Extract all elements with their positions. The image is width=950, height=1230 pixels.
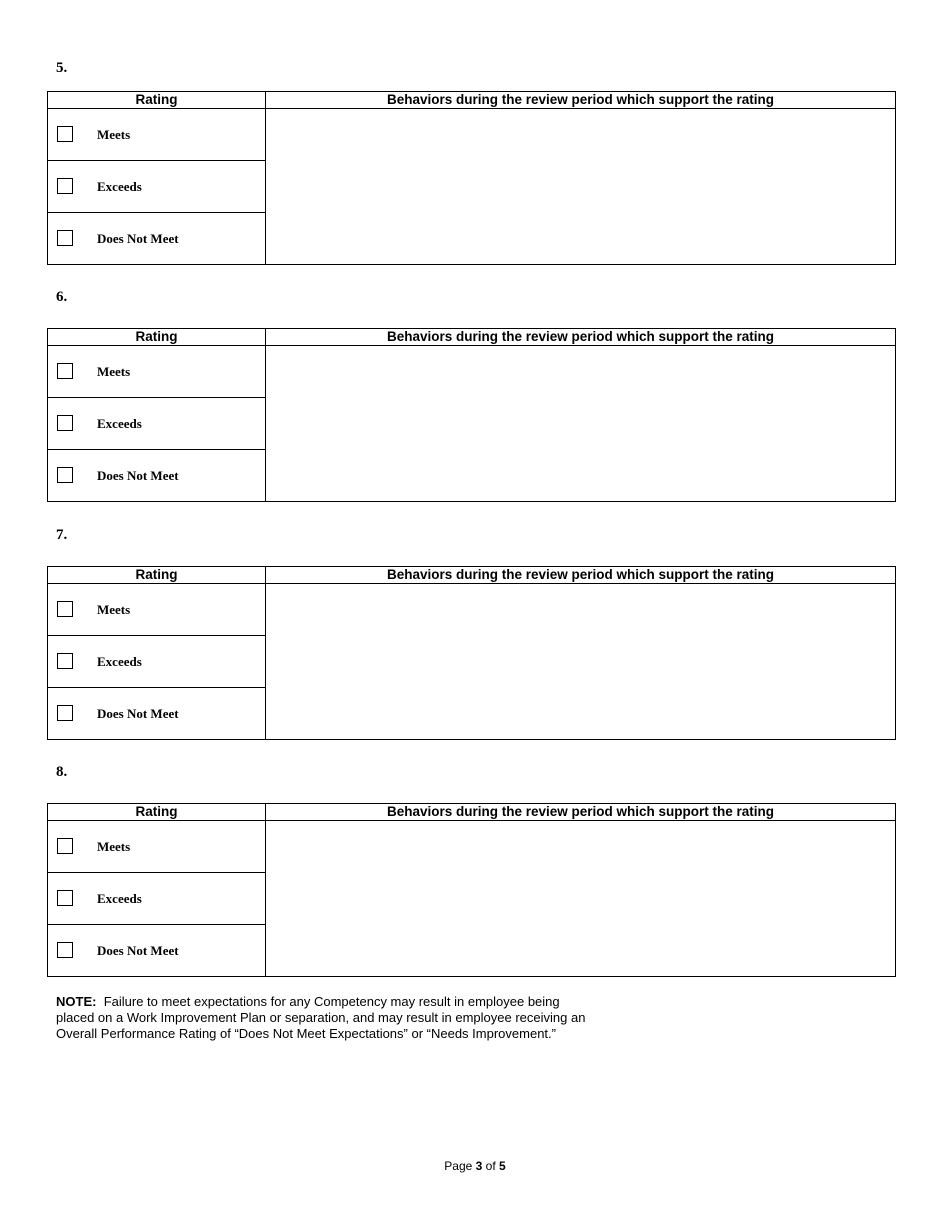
meets-label: Meets: [97, 838, 131, 854]
rating-header: Rating: [48, 567, 266, 584]
rating-option-meets: [48, 821, 266, 873]
rating-table: [47, 803, 896, 977]
meets-checkbox[interactable]: [57, 601, 73, 617]
behaviors-header: Behaviors during the review period which support the rating: [266, 92, 896, 109]
exceeds-checkbox[interactable]: [57, 653, 73, 669]
section-number: 8.: [56, 764, 68, 780]
section-number: 5.: [56, 60, 68, 76]
behaviors-header: Behaviors during the review period which support the rating: [266, 329, 896, 346]
exceeds-checkbox[interactable]: [57, 890, 73, 906]
section-number: 6.: [56, 289, 68, 305]
does-not-meet-label: Does Not Meet: [97, 230, 179, 246]
rating-option-does-not-meet: [48, 688, 266, 740]
behaviors-text-area[interactable]: [266, 346, 896, 502]
page-footer: [0, 1159, 950, 1173]
does-not-meet-checkbox[interactable]: [57, 942, 73, 958]
exceeds-checkbox[interactable]: [57, 415, 73, 431]
does-not-meet-label: Does Not Meet: [97, 705, 179, 721]
note-paragraph: [56, 994, 596, 1042]
does-not-meet-label: Does Not Meet: [97, 942, 179, 958]
behaviors-text-area[interactable]: [266, 109, 896, 265]
meets-label: Meets: [97, 363, 131, 379]
rating-header: Rating: [48, 92, 266, 109]
exceeds-checkbox[interactable]: [57, 178, 73, 194]
page-total: 5: [499, 1159, 506, 1173]
rating-option-does-not-meet: [48, 213, 266, 265]
meets-checkbox[interactable]: [57, 126, 73, 142]
meets-checkbox[interactable]: [57, 363, 73, 379]
behaviors-text-area[interactable]: [266, 584, 896, 740]
exceeds-label: Exceeds: [97, 415, 142, 431]
rating-option-exceeds: [48, 636, 266, 688]
rating-option-exceeds: [48, 398, 266, 450]
does-not-meet-checkbox[interactable]: [57, 230, 73, 246]
section-number: 7.: [56, 527, 68, 543]
rating-option-does-not-meet: [48, 450, 266, 502]
rating-option-meets: [48, 584, 266, 636]
behaviors-header: Behaviors during the review period which support the rating: [266, 567, 896, 584]
rating-table: [47, 91, 896, 265]
behaviors-text-area[interactable]: [266, 821, 896, 977]
meets-label: Meets: [97, 126, 131, 142]
rating-option-exceeds: [48, 873, 266, 925]
rating-header: Rating: [48, 329, 266, 346]
rating-option-meets: [48, 109, 266, 161]
exceeds-label: Exceeds: [97, 890, 142, 906]
note-text: Failure to meet expectations for any Competency may result in employee being placed on a Work Improvement Plan or separation, and may result in employee receiving an Overall Performance Rating of “Does Not Meet Expectations” or “Needs Improvement.”: [56, 994, 586, 1041]
rating-option-exceeds: [48, 161, 266, 213]
meets-label: Meets: [97, 601, 131, 617]
does-not-meet-checkbox[interactable]: [57, 705, 73, 721]
note-label: NOTE:: [56, 994, 97, 1009]
exceeds-label: Exceeds: [97, 178, 142, 194]
does-not-meet-checkbox[interactable]: [57, 467, 73, 483]
page-current: 3: [475, 1159, 483, 1173]
does-not-meet-label: Does Not Meet: [97, 467, 179, 483]
page-prefix: Page: [444, 1159, 473, 1173]
behaviors-header: Behaviors during the review period which support the rating: [266, 804, 896, 821]
exceeds-label: Exceeds: [97, 653, 142, 669]
rating-header: Rating: [48, 804, 266, 821]
meets-checkbox[interactable]: [57, 838, 73, 854]
page-separator: of: [485, 1159, 496, 1173]
rating-table: [47, 328, 896, 502]
rating-option-meets: [48, 346, 266, 398]
rating-table: [47, 566, 896, 740]
rating-option-does-not-meet: [48, 925, 266, 977]
